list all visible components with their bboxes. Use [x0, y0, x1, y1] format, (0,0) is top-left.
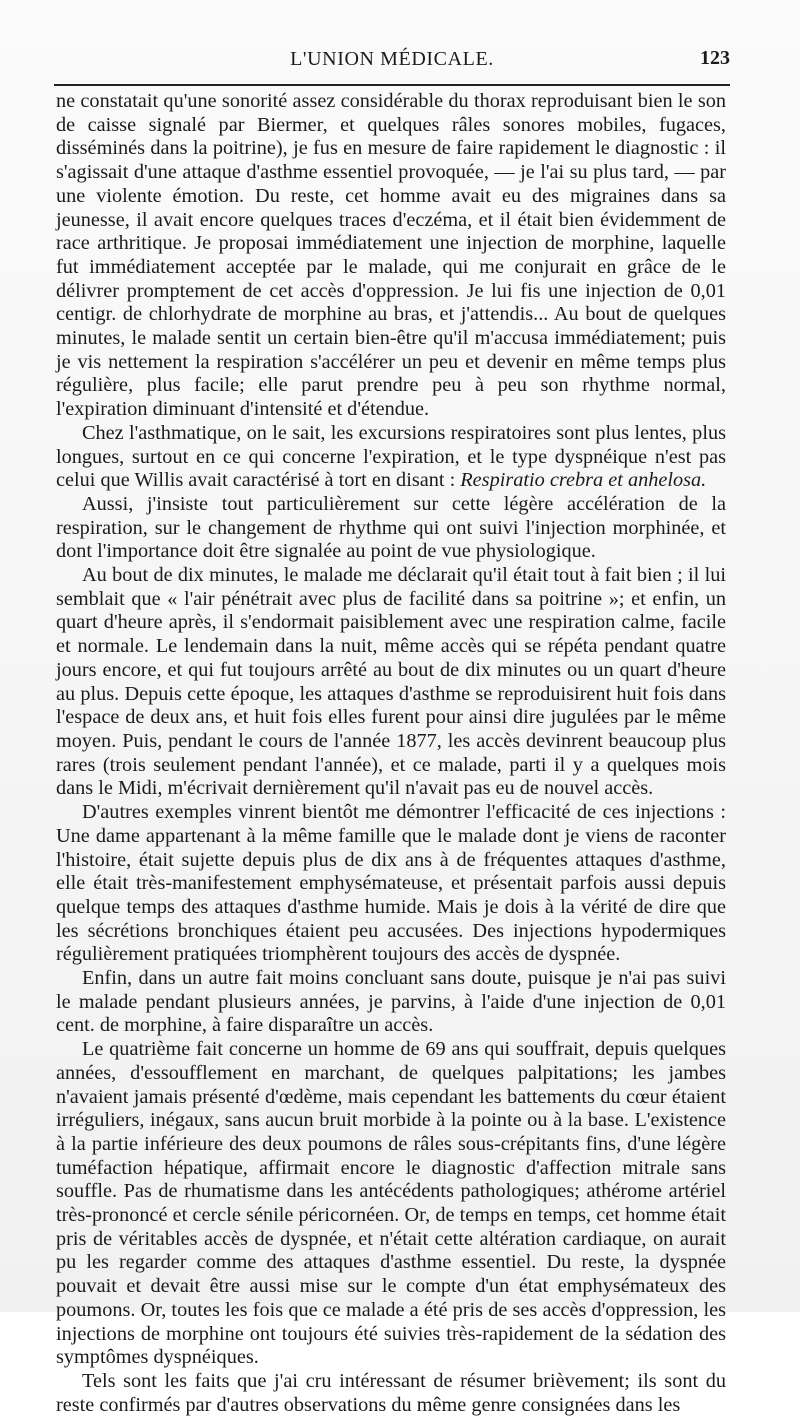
paragraph: Aussi, j'insiste tout particulièrement sur cette légère accélération de la respiration, sur le changement de rhythme qui ont suivi l'injection morphinée, et dont l'importance doit être signalée au point de vue physiologique.: [56, 492, 726, 563]
paragraph-text: Chez l'asthmatique, on le sait, les excursions respiratoires sont plus lentes, plus longues, surtout en ce qui concerne l'expiration, et le type dyspnéique n'est pas celui que Willis avait caractérisé à tort en disant :: [56, 421, 726, 492]
header-rule: [54, 84, 730, 86]
paragraph: [56, 422, 726, 493]
paragraph: ne constatait qu'une sonorité assez considérable du thorax reproduisant bien le son de caisse signalé par Biermer, et quelques râles sonores mobiles, fugaces, disséminés dans la poitrine), je fus en mesure de faire rapidement le diagnostic : il s'agissait d'une attaque d'asthme essentiel provoquée, — je l'ai su plus tard, — par une violente émotion. Du reste, cet homme avait eu des migraines dans sa jeunesse, il avait encore quelques traces d'eczéma, et il était bien évidemment de race arthritique. Je proposai immédiatement une injection de morphine, laquelle fut immédiatement acceptée par le malade, qui me conjurait en grâce de le délivrer promptement de cet accès d'oppression. Je lui fis une injection de 0,01 centigr. de chlorhydrate de morphine au bras, et j'attendis... Au bout de quelques minutes, le malade sentit un certain bien-être qu'il m'accusa immédiatement; puis je vis nettement la respiration s'accélérer un peu et devenir en même temps plus régulière, plus facile; elle parut prendre peu à peu son rhythme normal, l'expiration diminuant d'intensité et d'étendue.: [56, 90, 726, 421]
latin-quotation: Respiratio crebra et anhelosa.: [460, 469, 707, 492]
paragraph: Tels sont les faits que j'ai cru intéressant de résumer brièvement; ils sont du reste confirmés par d'autres observations du même genre consignées dans les: [56, 1369, 726, 1416]
running-title: L'UNION MÉDICALE.: [290, 48, 494, 70]
paragraph: Au bout de dix minutes, le malade me déclarait qu'il était tout à fait bien ; il lui semblait que « l'air pénétrait avec plus de facilité dans sa poitrine »; et enfin, un quart d'heure après, il s'endormait paisiblement avec une respiration calme, facile et normale. Le lendemain dans la nuit, même accès qui se répéta pendant quatre jours encore, et qui fut toujours arrêté au bout de dix minutes ou un quart d'heure au plus. Depuis cette époque, les attaques d'asthme se reproduisirent huit fois dans l'espace de deux ans, et huit fois elles furent pour ainsi dire jugulées par le même moyen. Puis, pendant le cours de l'année 1877, les accès devinrent beaucoup plus rares (trois seulement pendant l'année), et ce malade, parti il y a quelques mois dans le Midi, m'écrivait dernièrement qu'il n'avait pas eu de nouvel accès.: [56, 564, 726, 800]
paragraph: D'autres exemples vinrent bientôt me démontrer l'efficacité de ces injections : Une dame appartenant à la même famille que le malade dont je viens de raconter l'histoire, était sujette depuis plus de dix ans à de fréquentes attaques d'asthme, elle était très-manifestement emphysémateuse, et présentait parfois aussi depuis quelque temps des attaques d'asthme humide. Mais je dois à la vérité de dire que les sécrétions bronchiques étaient peu accusées. Des injections hypodermiques régulièrement pratiquées triomphèrent toujours des accès de dyspnée.: [56, 801, 726, 966]
body-text: [56, 90, 726, 1417]
page-number: 123: [700, 47, 730, 69]
page-header: [54, 40, 730, 76]
paragraph: Enfin, dans un autre fait moins concluant sans doute, puisque je n'ai pas suivi le malade pendant plusieurs années, je parvins, à l'aide d'une injection de 0,01 cent. de morphine, à faire disparaître un accès.: [56, 967, 726, 1037]
paragraph: Le quatrième fait concerne un homme de 69 ans qui souffrait, depuis quelques années, d'essoufflement en marchant, de quelques palpitations; les jambes n'avaient jamais présenté d'œdème, mais cependant les battements du cœur étaient irréguliers, inégaux, sans aucun bruit morbide à la pointe ou à la base. L'existence à la partie inférieure des deux poumons de râles sous-crépitants fins, d'une légère tuméfaction hépatique, affirmait encore le diagnostic d'affection mitrale sans souffle. Pas de rhumatisme dans les antécédents pathologiques; athérome artériel très-prononcé et cercle sénile péricornéen. Or, de temps en temps, cet homme était pris de véritables accès de dyspnée, et n'était cette altération cardiaque, on aurait pu les regarder comme des attaques d'asthme essentiel. Du reste, la dyspnée pouvait et devait être aussi mise sur le compte d'un état emphysémateux des poumons. Or, toutes les fois que ce malade a été pris de ses accès d'oppression, les injections de morphine ont toujours été suivies très-rapidement de la sédation des symptômes dyspnéiques.: [56, 1038, 726, 1369]
